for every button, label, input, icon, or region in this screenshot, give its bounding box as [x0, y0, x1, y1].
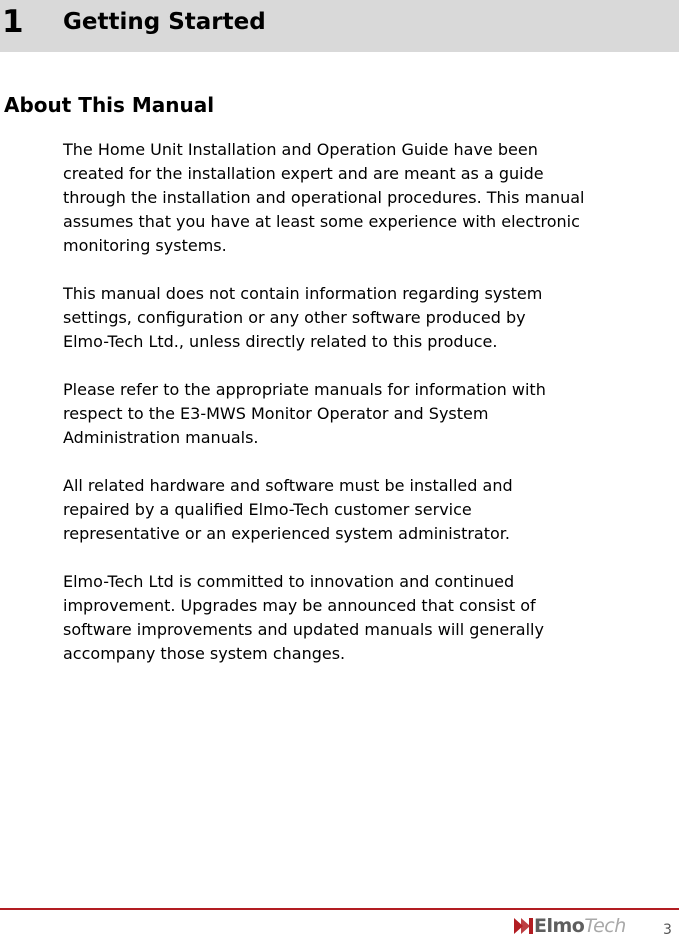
logo-text-elmo: Elmo — [534, 915, 585, 937]
page-number: 3 — [663, 922, 672, 938]
logo-mark-icon — [512, 915, 534, 937]
footer-rule — [0, 908, 679, 910]
elmotech-logo — [512, 913, 626, 939]
logo-text-tech: Tech — [584, 915, 626, 937]
chapter-number: 1 — [2, 4, 24, 40]
paragraph-scope: This manual does not contain information regarding system settings, configuration or any other software produced by Elmo-Tech Ltd., unless directly related to this produce. — [63, 284, 543, 351]
paragraph-intro: The Home Unit Installation and Operation Guide have been created for the installation expert and are meant as a guide through the installation and operational procedures. This manual assumes that you have at least some experience with electronic monitoring systems. — [63, 140, 585, 255]
paragraph-service: All related hardware and software must be installed and repaired by a qualified Elmo-Tech customer service representative or an experienced system administrator. — [63, 476, 513, 543]
paragraph-upgrades: Elmo-Tech Ltd is committed to innovation and continued improvement. Upgrades may be announced that consist of software improvements and updated manuals will generally accompany those system changes. — [63, 572, 544, 663]
body-text — [63, 138, 679, 690]
section-heading: About This Manual — [4, 93, 215, 117]
chapter-title: Getting Started — [63, 9, 266, 35]
paragraph-references: Please refer to the appropriate manuals for information with respect to the E3-MWS Monitor Operator and System Administration manuals. — [63, 380, 546, 447]
chapter-header-bar — [0, 0, 679, 52]
